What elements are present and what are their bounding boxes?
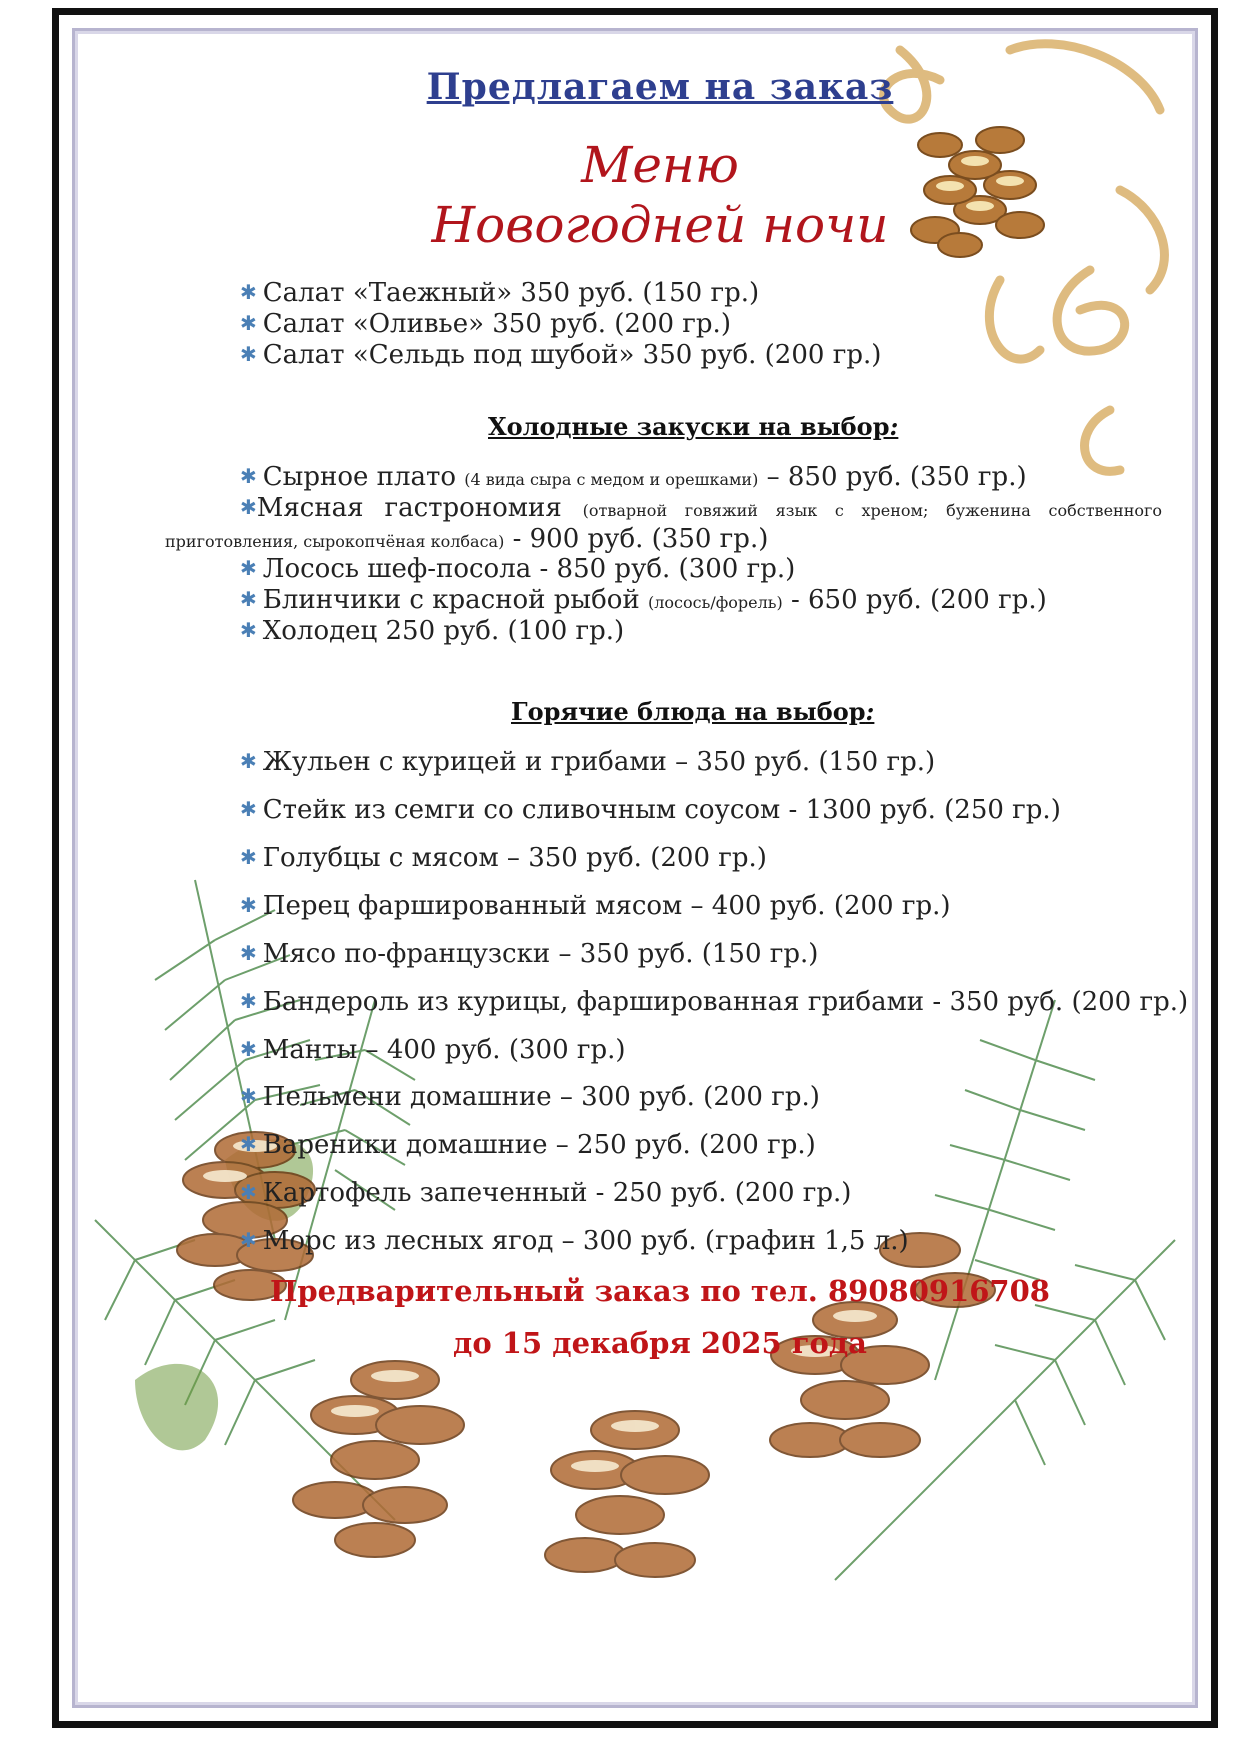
hot-dish-item: ✱ Вареники домашние – 250 руб. (200 гр.)	[240, 1130, 816, 1160]
hot-dish-item: ✱ Бандероль из курицы, фаршированная грибами - 350 руб. (200 гр.)	[240, 987, 1189, 1017]
bullet-star-icon: ✱	[240, 845, 257, 869]
menu-title-line2: Новогодней ночи	[431, 196, 889, 254]
meat-platter-item: ✱Мясная гастрономия (отварной говяжий язык с хреном; буженина собственного	[240, 493, 1163, 523]
offer-headline: Предлагаем на заказ	[426, 66, 894, 108]
salad-item: ✱ Салат «Оливье» 350 руб. (200 гр.)	[240, 309, 731, 339]
hot-dish-item: ✱ Мясо по-французски – 350 руб. (150 гр.)	[240, 939, 819, 969]
aspic-item: ✱ Холодец 250 руб. (100 гр.)	[240, 616, 625, 646]
bullet-star-icon: ✱	[240, 893, 257, 917]
salad-item: ✱ Салат «Сельдь под шубой» 350 руб. (200 гр.)	[240, 340, 882, 370]
bullet-star-icon: ✱	[240, 464, 257, 488]
hot-dish-item: ✱ Жульен с курицей и грибами – 350 руб. (150 гр.)	[240, 747, 936, 777]
hot-dish-item: ✱ Манты – 400 руб. (300 гр.)	[240, 1035, 626, 1065]
preorder-deadline: до 15 декабря 2025 года	[453, 1326, 867, 1360]
hot-dish-item: ✱ Картофель запеченный - 250 руб. (200 гр.)	[240, 1178, 852, 1208]
hot-dish-item: ✱ Голубцы с мясом – 350 руб. (200 гр.)	[240, 843, 767, 873]
bullet-star-icon: ✱	[240, 311, 257, 335]
meat-platter-item-continued: приготовления, сырокопчёная колбаса) - 900 руб. (350 гр.)	[165, 524, 769, 554]
bullet-star-icon: ✱	[240, 342, 257, 366]
bullet-star-icon: ✱	[240, 941, 257, 965]
preorder-phone: Предварительный заказ по тел. 89080916708	[270, 1274, 1050, 1308]
salmon-item: ✱ Лосось шеф-посола - 850 руб. (300 гр.)	[240, 554, 796, 584]
bullet-star-icon: ✱	[240, 1037, 257, 1061]
bullet-star-icon: ✱	[240, 1084, 257, 1108]
hot-dish-item: ✱ Стейк из семги со сливочным соусом - 1300 руб. (250 гр.)	[240, 795, 1061, 825]
bullet-star-icon: ✱	[240, 749, 257, 773]
bullet-star-icon: ✱	[240, 1228, 257, 1252]
bullet-star-icon: ✱	[240, 1180, 257, 1204]
menu-title-line1: Меню	[581, 136, 739, 194]
bullet-star-icon: ✱	[240, 797, 257, 821]
hot-dish-item: ✱ Морс из лесных ягод – 300 руб. (графин 1,5 л.)	[240, 1226, 909, 1256]
salad-item: ✱ Салат «Таежный» 350 руб. (150 гр.)	[240, 278, 760, 308]
bullet-star-icon: ✱	[240, 280, 257, 304]
bullet-star-icon: ✱	[240, 587, 257, 611]
cheese-plate-item: ✱ Сырное плато (4 вида сыра с медом и орешками) – 850 руб. (350 гр.)	[240, 462, 1027, 492]
hot-dish-item: ✱ Перец фаршированный мясом – 400 руб. (200 гр.)	[240, 891, 951, 921]
cold-appetizers-heading: Холодные закуски на выбор:	[488, 412, 899, 441]
bullet-star-icon: ✱	[240, 1132, 257, 1156]
bullet-star-icon: ✱	[240, 495, 257, 519]
pancakes-item: ✱ Блинчики с красной рыбой (лосось/форель) - 650 руб. (200 гр.)	[240, 585, 1047, 615]
bullet-star-icon: ✱	[240, 989, 257, 1013]
hot-dish-item: ✱ Пельмени домашние – 300 руб. (200 гр.)	[240, 1082, 820, 1112]
hot-dishes-heading: Горячие блюда на выбор:	[511, 697, 875, 726]
bullet-star-icon: ✱	[240, 556, 257, 580]
bullet-star-icon: ✱	[240, 618, 257, 642]
